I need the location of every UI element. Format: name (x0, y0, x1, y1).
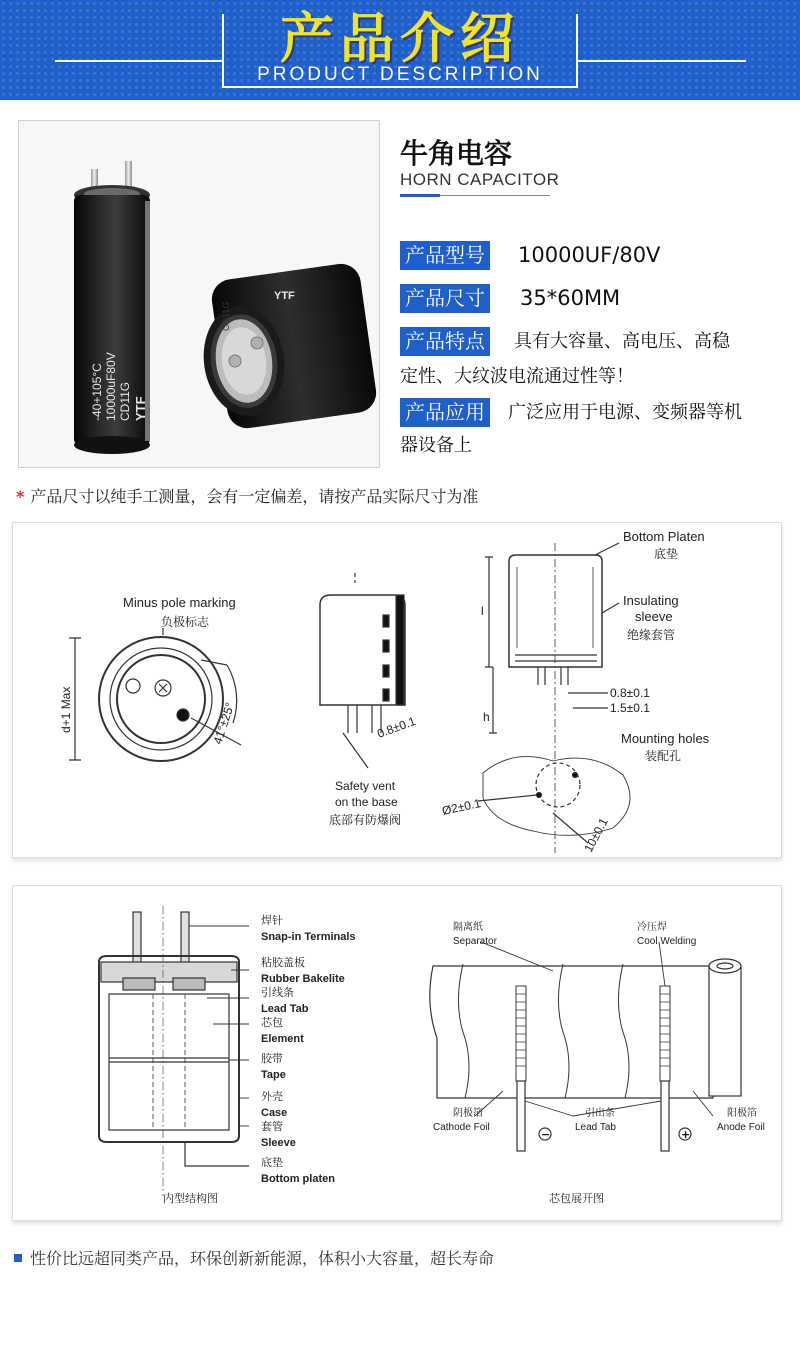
element-en: Element (261, 1033, 304, 1045)
size-label: 产品尺寸 (400, 284, 490, 313)
note-text: 产品尺寸以纯手工测量，会有一定偏差，请按产品实际尺寸为准 (30, 487, 479, 506)
dimension-drawing (13, 523, 783, 859)
leadtab-cn: 引出条 (585, 1108, 615, 1119)
bottom-platen-cn: 底垫 (654, 547, 679, 561)
separator-cn: 隔离纸 (453, 922, 483, 933)
cap2-brand: YTF (274, 290, 295, 302)
lead-label: 0.8±0.1 (375, 713, 418, 741)
note-star: * (16, 487, 25, 506)
safety-vent-cn: 底部有防爆阀 (329, 813, 402, 827)
sleeve-en: Sleeve (261, 1137, 296, 1149)
snap-cn: 焊针 (261, 914, 283, 927)
dimension-drawing-panel (12, 522, 782, 858)
cap1-series: CD11G (118, 381, 132, 421)
banner-subtitle: PRODUCT DESCRIPTION (257, 64, 543, 85)
cap1-rating: 10000uF80V (104, 352, 118, 421)
footer-tagline (14, 1246, 494, 1269)
cool-welding-en: Cool Welding (637, 936, 697, 947)
feature-label: 产品特点 (400, 327, 490, 356)
cap1-brand: YTF (133, 396, 148, 421)
cap1-temp: -40+105°C (90, 363, 104, 421)
mounting-en: Mounting holes (621, 731, 710, 746)
product-title: 牛角电容 (400, 137, 513, 170)
lead-tab-en: Lead Tab (261, 1003, 309, 1015)
hole-diameter: Ø2±0.1 (440, 796, 483, 818)
caption-element: 芯包展开图 (549, 1192, 604, 1205)
model-label: 产品型号 (400, 241, 490, 270)
cathode-cn: 阴极箔 (453, 1108, 483, 1119)
insulating-cn: 绝缘套管 (627, 628, 676, 642)
safety-vent-en-2: on the base (335, 795, 398, 809)
anode-cn: 阳极箔 (727, 1108, 757, 1119)
model-value: 10000UF/80V (518, 243, 661, 267)
sleeve-cn: 套管 (261, 1120, 283, 1133)
measurement-note (16, 484, 478, 507)
bottom-cn: 底垫 (261, 1156, 283, 1169)
snap-en: Snap-in Terminals (261, 931, 356, 943)
dim-b: 1.5±0.1 (610, 701, 650, 715)
footer-text: 性价比远超同类产品，环保创新新能源，体积小大容量，超长寿命 (30, 1249, 495, 1268)
product-subtitle: HORN CAPACITOR (400, 170, 560, 189)
application-line-2: 器设备上 (400, 435, 472, 456)
plus-sign: + (681, 1128, 691, 1141)
bullet-square (14, 1254, 22, 1262)
tape-en: Tape (261, 1069, 286, 1081)
structure-drawing (13, 886, 783, 1222)
element-cn: 芯包 (261, 1016, 283, 1029)
cool-welding-cn: 冷压焊 (637, 922, 667, 933)
product-photo (18, 120, 380, 468)
size-value: 35*60MM (520, 286, 621, 310)
length-h: h (483, 710, 490, 724)
case-en: Case (261, 1107, 288, 1119)
safety-vent-en-1: Safety vent (335, 779, 396, 793)
cathode-en: Cathode Foil (433, 1122, 490, 1133)
dim-a: 0.8±0.1 (610, 686, 650, 700)
feature-line-1: 具有大容量、高电压、高稳 (514, 331, 730, 352)
tape-cn: 胶带 (261, 1052, 283, 1065)
header-banner (0, 0, 800, 100)
lead-tab-cn: 引线条 (261, 986, 294, 999)
minus-sign: − (541, 1128, 551, 1141)
case-cn: 外壳 (261, 1090, 283, 1103)
application-line-1: 广泛应用于电源、变频器等机 (508, 402, 742, 423)
minus-pole-en: Minus pole marking (123, 595, 236, 610)
rubber-cn: 粘胶盖板 (261, 956, 305, 969)
insulating-en-1: Insulating (623, 593, 679, 608)
capacitor-illustration (19, 121, 380, 468)
angle-label: 41°±25° (210, 700, 238, 746)
bottom-en: Bottom platen (261, 1173, 335, 1185)
hole-spacing: 10±0.1 (581, 815, 611, 855)
feature-line-2: 定性、大纹波电流通过性等！ (400, 366, 634, 387)
caption-internal: 内型结构图 (163, 1192, 218, 1205)
structure-panel (12, 885, 782, 1221)
banner-title: 产品介绍 (280, 7, 520, 70)
rubber-en: Rubber Bakelite (261, 973, 345, 985)
bottom-platen-en: Bottom Platen (623, 529, 705, 544)
subtitle-accent (400, 194, 440, 197)
length-l: l (481, 604, 484, 618)
mounting-cn: 装配孔 (645, 749, 682, 763)
cap2-series: CD11G (221, 301, 231, 331)
minus-pole-cn: 负极标志 (161, 615, 210, 629)
separator-en: Separator (453, 936, 497, 947)
leadtab-en: Lead Tab (575, 1122, 616, 1133)
application-label: 产品应用 (400, 398, 490, 427)
anode-en: Anode Foil (717, 1122, 765, 1133)
insulating-en-2: sleeve (635, 609, 673, 624)
diameter-label: d+1 Max (59, 686, 73, 733)
